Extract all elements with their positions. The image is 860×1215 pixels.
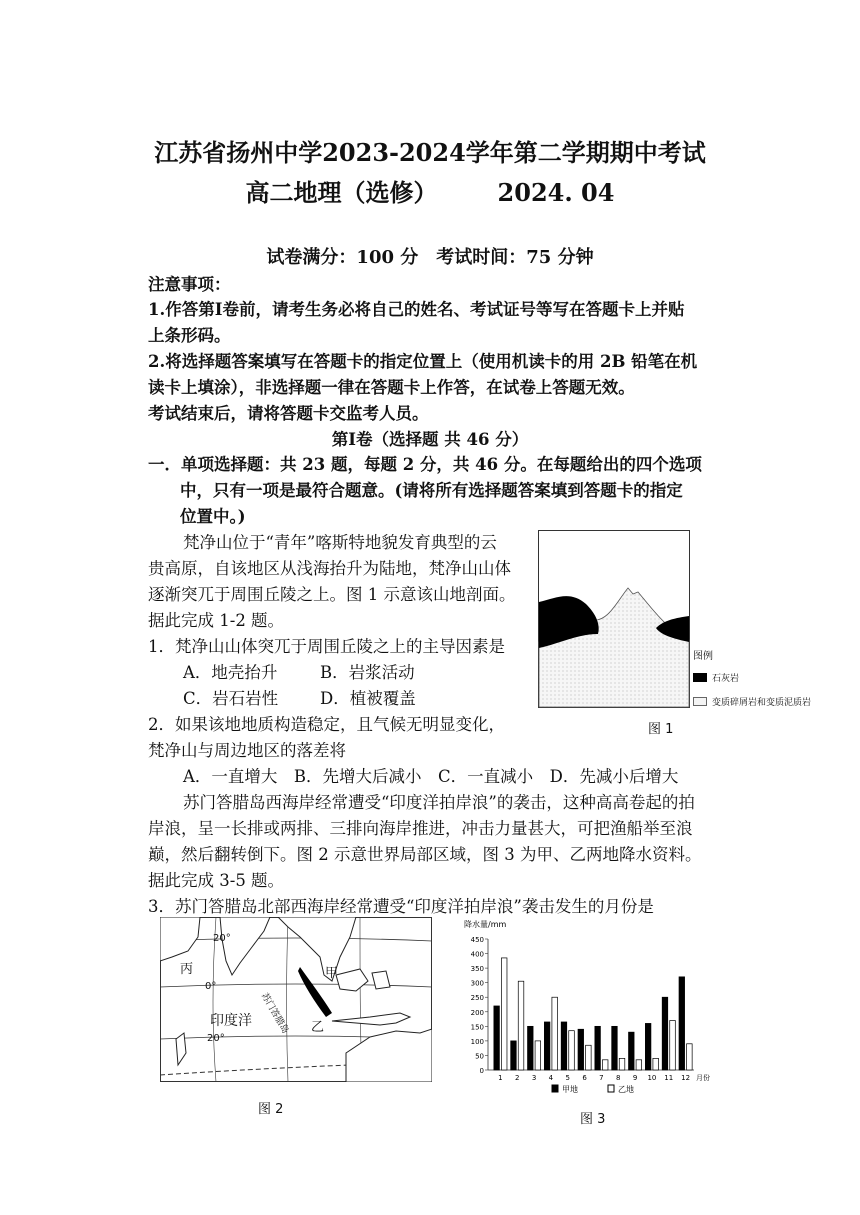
bar-jia	[544, 1022, 550, 1070]
y-tick-label: 100	[470, 1037, 484, 1046]
section-instr-1: 一．单项选择题：共 23 题，每题 2 分，共 46 分。在每题给出的四个选项	[148, 455, 702, 474]
y-tick-label: 350	[470, 965, 484, 974]
fig2-label-ocean: 印度洋	[210, 1013, 252, 1029]
x-tick-label: 6	[582, 1074, 587, 1082]
x-tick-label: 7	[599, 1074, 604, 1082]
subject-label: 高二地理（选修）	[245, 178, 438, 207]
bar-jia	[595, 1026, 601, 1070]
bar-yi	[670, 1021, 676, 1070]
y-tick-label: 250	[470, 994, 484, 1003]
bar-yi	[619, 1058, 625, 1070]
q2-options: A．一直增大 B．先增大后减小 C．一直减小 D．先减小后增大	[183, 767, 679, 786]
bar-jia	[494, 1006, 500, 1070]
bar-jia	[612, 1026, 618, 1070]
y-tick-label: 450	[470, 936, 484, 944]
y-tick-label: 50	[475, 1052, 484, 1061]
bar-yi	[687, 1044, 693, 1070]
section-instr-2: 中，只有一项是最符合题意。(请将所有选择题答案填到答题卡的指定	[180, 481, 683, 500]
y-tick-label: 300	[470, 979, 484, 988]
fig1-legend-limestone: 石灰岩	[712, 674, 740, 684]
note-3: 考试结束后，请将答题卡交监考人员。	[148, 404, 429, 423]
fig2-label-bing: 丙	[180, 962, 194, 977]
bar-yi	[552, 997, 558, 1070]
bar-jia	[578, 1029, 584, 1070]
bar-jia	[629, 1032, 635, 1070]
section-instr-3: 位置中。)	[180, 507, 246, 526]
passage2-line3: 巅，然后翻转倒下。图 2 示意世界局部区域，图 3 为甲、乙两地降水资料。	[148, 845, 702, 864]
passage1-line4: 据此完成 1-2 题。	[148, 611, 285, 630]
q1-option-a: A．地壳抬升	[183, 663, 278, 682]
note-2a: 2.将选择题答案填写在答题卡的指定位置上（使用机读卡的用 2B 铅笔在机	[148, 352, 698, 371]
q2-stem-1: 2．如果该地地质构造稳定，且气候无明显变化，	[148, 715, 505, 734]
y-tick-label: 400	[470, 950, 484, 959]
passage2-line2: 岸浪，呈一长排或两排、三排向海岸推进，冲击力量甚大，可把渔船举至浪	[148, 819, 693, 838]
bar-jia	[561, 1022, 567, 1070]
bar-yi	[602, 1060, 608, 1070]
exam-title: 江苏省扬州中学2023-2024学年第二学期期中考试	[154, 138, 706, 167]
fig2-caption: 图 2	[258, 1102, 284, 1117]
exam-date: 2024. 04	[497, 178, 615, 207]
legend-swatch-yi	[608, 1085, 614, 1092]
x-tick-label: 11	[664, 1074, 674, 1082]
y-axis-label: 降水量/mm	[464, 920, 507, 929]
bar-yi	[586, 1045, 592, 1070]
q1-stem: 1．梵净山山体突兀于周围丘陵之上的主导因素是	[148, 637, 505, 656]
x-tick-label: 12	[681, 1074, 691, 1082]
fig2-label-yi: 乙	[311, 1020, 325, 1035]
figure-1-profile	[538, 530, 690, 708]
bar-jia	[645, 1023, 651, 1070]
x-tick-label: 8	[616, 1074, 621, 1082]
fig2-label-sumatra: 苏门答腊岛	[258, 991, 290, 1036]
fig2-lat-0: 0°	[205, 981, 217, 992]
bar-yi	[569, 1031, 575, 1070]
bar-yi	[636, 1060, 642, 1070]
exam-subtitle	[0, 173, 860, 208]
notes-heading: 注意事项：	[148, 275, 231, 294]
bar-jia	[662, 997, 668, 1070]
fig1-caption: 图 1	[648, 722, 674, 737]
y-tick-label: 200	[470, 1008, 484, 1017]
x-tick-label: 4	[548, 1074, 554, 1082]
bar-yi	[518, 981, 524, 1070]
q1-option-d: D．植被覆盖	[320, 689, 416, 708]
passage2-line4: 据此完成 3-5 题。	[148, 871, 285, 890]
fig1-legend-swatch-metamorphic	[693, 697, 707, 706]
figure-3-chart	[462, 915, 727, 1105]
y-tick-label: 150	[470, 1023, 484, 1032]
note-1b: 上条形码。	[148, 326, 231, 345]
note-2b: 读卡上填涂），非选择题一律在答题卡上作答，在试卷上答题无效。	[148, 378, 635, 397]
fig2-lat-20n: 20°	[213, 933, 231, 944]
x-tick-label: 10	[647, 1074, 657, 1082]
y-tick-label: 0	[479, 1067, 484, 1075]
x-tick-label: 2	[515, 1074, 520, 1082]
bar-yi	[653, 1058, 659, 1070]
bar-jia	[511, 1041, 517, 1070]
note-1a: 1.作答第Ⅰ卷前，请考生务必将自己的姓名、考试证号等写在答题卡上并贴	[148, 300, 685, 319]
x-tick-label: 1	[498, 1074, 503, 1082]
score-time: 试卷满分：100 分 考试时间：75 分钟	[266, 247, 594, 268]
passage1-line3: 逐渐突兀于周围丘陵之上。图 1 示意该山地剖面。	[148, 585, 516, 604]
fig2-label-jia: 甲	[325, 966, 339, 981]
passage1-line1: 梵净山位于“青年”喀斯特地貌发育典型的云	[183, 533, 497, 552]
legend-swatch-jia	[552, 1085, 558, 1092]
x-tick-label: 9	[632, 1074, 638, 1082]
q2-stem-2: 梵净山与周边地区的落差将	[148, 741, 346, 760]
fig3-caption: 图 3	[580, 1112, 606, 1127]
fig2-lat-20s: 20°	[207, 1033, 225, 1044]
bar-yi	[501, 958, 507, 1070]
passage2-line1: 苏门答腊岛西海岸经常遭受“印度洋拍岸浪”的袭击，这种高高卷起的拍	[183, 793, 695, 812]
bar-yi	[535, 1041, 541, 1070]
fig1-legend-title: 图例	[693, 651, 713, 662]
q3-stem: 3．苏门答腊岛北部西海岸经常遭受“印度洋拍岸浪”袭击发生的月份是	[148, 897, 654, 916]
section-title: 第Ⅰ卷（选择题 共 46 分）	[331, 430, 529, 449]
q1-option-b: B．岩浆活动	[320, 663, 415, 682]
figure-2-map	[160, 917, 432, 1082]
bar-jia	[528, 1026, 534, 1070]
bar-jia	[679, 977, 685, 1070]
fig1-legend-metamorphic: 变质碎屑岩和变质泥质岩	[712, 698, 812, 708]
fig1-legend-swatch-limestone	[693, 673, 707, 682]
x-tick-label: 5	[565, 1074, 570, 1082]
legend-label-yi: 乙地	[618, 1085, 634, 1094]
precip-chart-svg	[462, 915, 727, 1105]
q1-option-c: C．岩石岩性	[183, 689, 279, 708]
x-tick-label: 3	[531, 1074, 537, 1082]
passage1-line2: 贵高原，自该地区从浅海抬升为陆地，梵净山山体	[148, 559, 511, 578]
legend-label-jia: 甲地	[562, 1085, 578, 1094]
x-axis-label: 月份	[696, 1074, 710, 1082]
